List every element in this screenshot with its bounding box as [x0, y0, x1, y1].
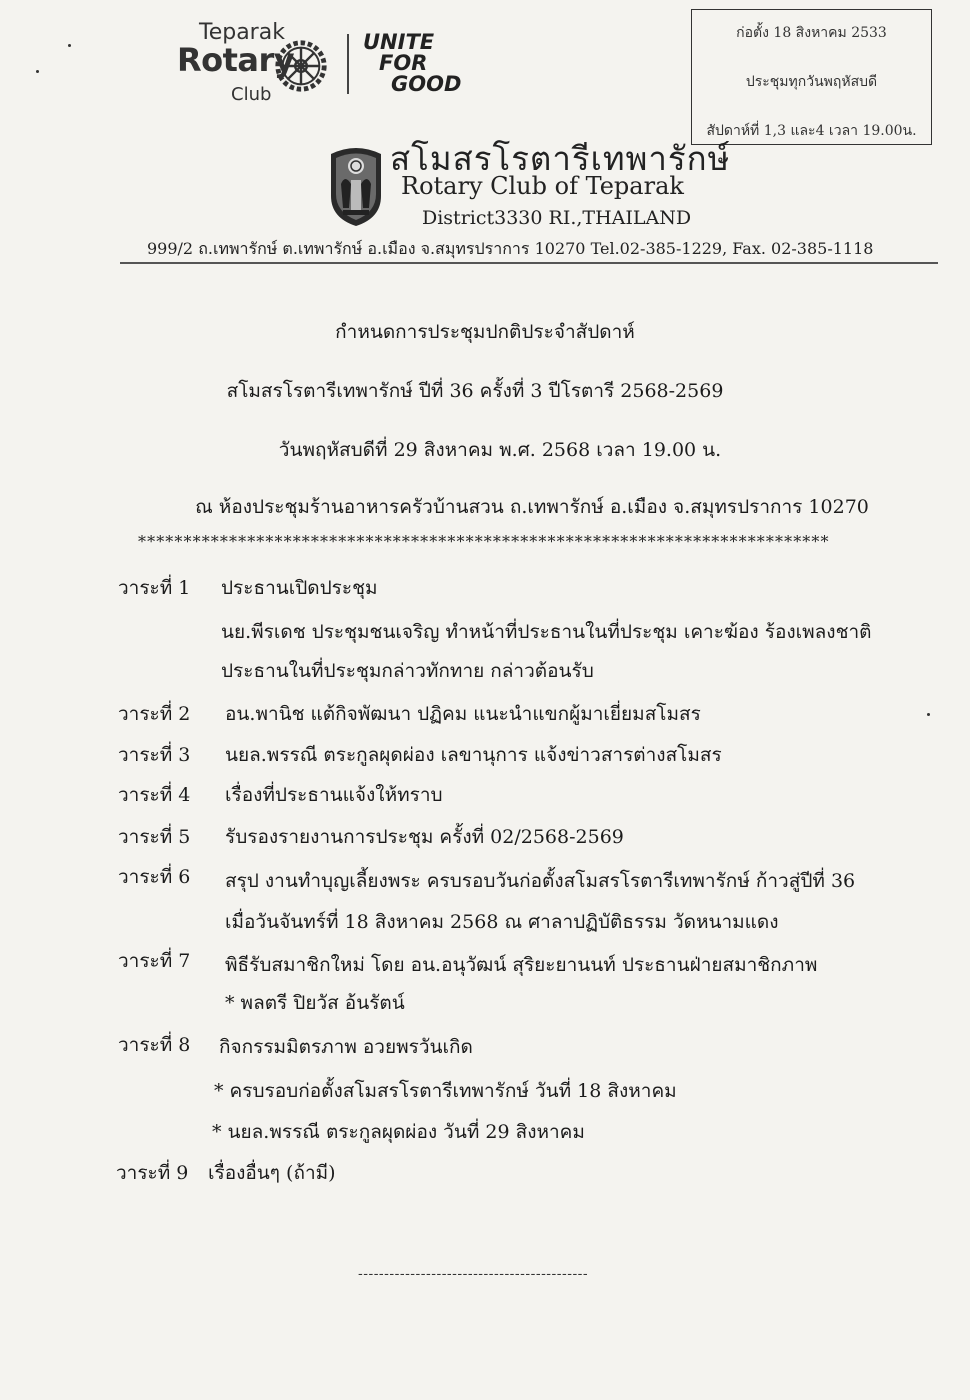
signature-line: --------------------------------------------	[358, 1266, 589, 1282]
meeting-day: ประชุมทุกวันพฤหัสบดี	[745, 74, 878, 90]
agenda-label: วาระที่ 7	[118, 950, 191, 972]
logo-divider	[347, 34, 349, 94]
slogan-line: FOR	[379, 51, 428, 75]
header-divider	[120, 262, 938, 264]
agenda-text: เรื่องที่ประธานแจ้งให้ทราบ	[225, 784, 443, 806]
agenda-text: รับรองรายงานการประชุม ครั้งที่ 02/2568-2569	[225, 826, 624, 848]
logo-rotary-text: Rotary	[177, 41, 295, 79]
agenda-text: ประธานในที่ประชุมกล่าวทักทาย กล่าวต้อนรับ	[221, 660, 594, 682]
agenda-label: วาระที่ 1	[118, 577, 191, 599]
agenda-label: วาระที่ 6	[118, 866, 191, 888]
agenda-text: เมื่อวันจันทร์ที่ 18 สิงหาคม 2568 ณ ศาลาปฏิบัติธรรม วัดหนามแดง	[225, 911, 779, 933]
agenda-label: วาระที่ 8	[118, 1034, 191, 1056]
slogan	[363, 32, 461, 95]
speck	[36, 70, 39, 73]
club-name-thai: สโมสรโรตารีเทพารักษ์	[390, 139, 731, 178]
founded-date: ก่อตั้ง 18 สิงหาคม 2533	[736, 25, 887, 41]
club-name-english: Rotary Club of Teparak	[401, 172, 684, 200]
meeting-venue: ณ ห้องประชุมร้านอาหารครัวบ้านสวน ถ.เทพารักษ์ อ.เมือง จ.สมุทรปราการ 10270	[195, 496, 869, 518]
agenda-text: นย.พีรเดช ประชุมชนเจริญ ทำหน้าที่ประธานในที่ประชุม เคาะฆ้อง ร้องเพลงชาติ	[221, 621, 872, 643]
agenda-text: เรื่องอื่นๆ (ถ้ามี)	[208, 1162, 336, 1184]
meeting-date: วันพฤหัสบดีที่ 29 สิงหาคม พ.ศ. 2568 เวลา 19.00 น.	[278, 439, 722, 461]
agenda-text: พิธีรับสมาชิกใหม่ โดย อน.อนุวัฒน์ สุริยะยานนท์ ประธานฝ่ายสมาชิกภาพ	[225, 954, 818, 976]
agenda-text: สรุป งานทำบุญเลี้ยงพระ ครบรอบวันก่อตั้งสโมสรโรตารีเทพารักษ์ ก้าวสู่ปีที่ 36	[225, 870, 856, 892]
agenda-label: วาระที่ 2	[118, 703, 191, 725]
meeting-info-box	[691, 9, 932, 145]
club-emblem-icon	[325, 144, 387, 228]
speck	[927, 713, 930, 716]
meeting-weeks: สัปดาห์ที่ 1,3 และ4 เวลา 19.00น.	[706, 123, 917, 139]
agenda-text: * ครบรอบก่อตั้งสโมสรโรตารีเทพารักษ์ วันที่ 18 สิงหาคม	[214, 1080, 677, 1102]
agenda-text: * พลตรี ปิยวัส อ้นรัตน์	[225, 992, 405, 1014]
agenda-label: วาระที่ 9	[116, 1162, 189, 1184]
agenda-label: วาระที่ 5	[118, 826, 191, 848]
logo-teparak-text: Teparak	[199, 20, 285, 45]
agenda-text: * นยล.พรรณี ตระกูลผุดผ่อง วันที่ 29 สิงหาคม	[212, 1121, 585, 1143]
address-line: 999/2 ถ.เทพารักษ์ ต.เทพารักษ์ อ.เมือง จ.สมุทรปราการ 10270 Tel.02-385-1229, Fax. 02-385-1118	[147, 239, 874, 258]
agenda-text: ประธานเปิดประชุม	[221, 577, 378, 599]
slogan-line: GOOD	[391, 72, 462, 96]
agenda-text: กิจกรรมมิตรภาพ อวยพรวันเกิด	[219, 1036, 473, 1058]
document-title: กำหนดการประชุมปกติประจำสัปดาห์	[335, 321, 635, 343]
district-text: District3330 RI.,THAILAND	[422, 207, 692, 229]
agenda-text: นยล.พรรณี ตระกูลผุดผ่อง เลขานุการ แจ้งข่าวสารต่างสโมสร	[225, 744, 722, 766]
agenda-text: อน.พานิช แต้กิจพัฒนา ปฏิคม แนะนำแขกผู้มาเยี่ยมสโมสร	[225, 703, 701, 725]
agenda-label: วาระที่ 3	[118, 744, 191, 766]
meeting-number: สโมสรโรตารีเทพารักษ์ ปีที่ 36 ครั้งที่ 3 ปีโรตารี 2568-2569	[226, 380, 724, 402]
rotary-wheel-icon	[272, 37, 330, 95]
speck	[68, 44, 71, 47]
slogan-line: UNITE	[363, 30, 435, 54]
agenda-label: วาระที่ 4	[118, 784, 191, 806]
stars-separator: ****************************************************************************	[138, 532, 830, 551]
logo-club-text: Club	[231, 84, 272, 105]
